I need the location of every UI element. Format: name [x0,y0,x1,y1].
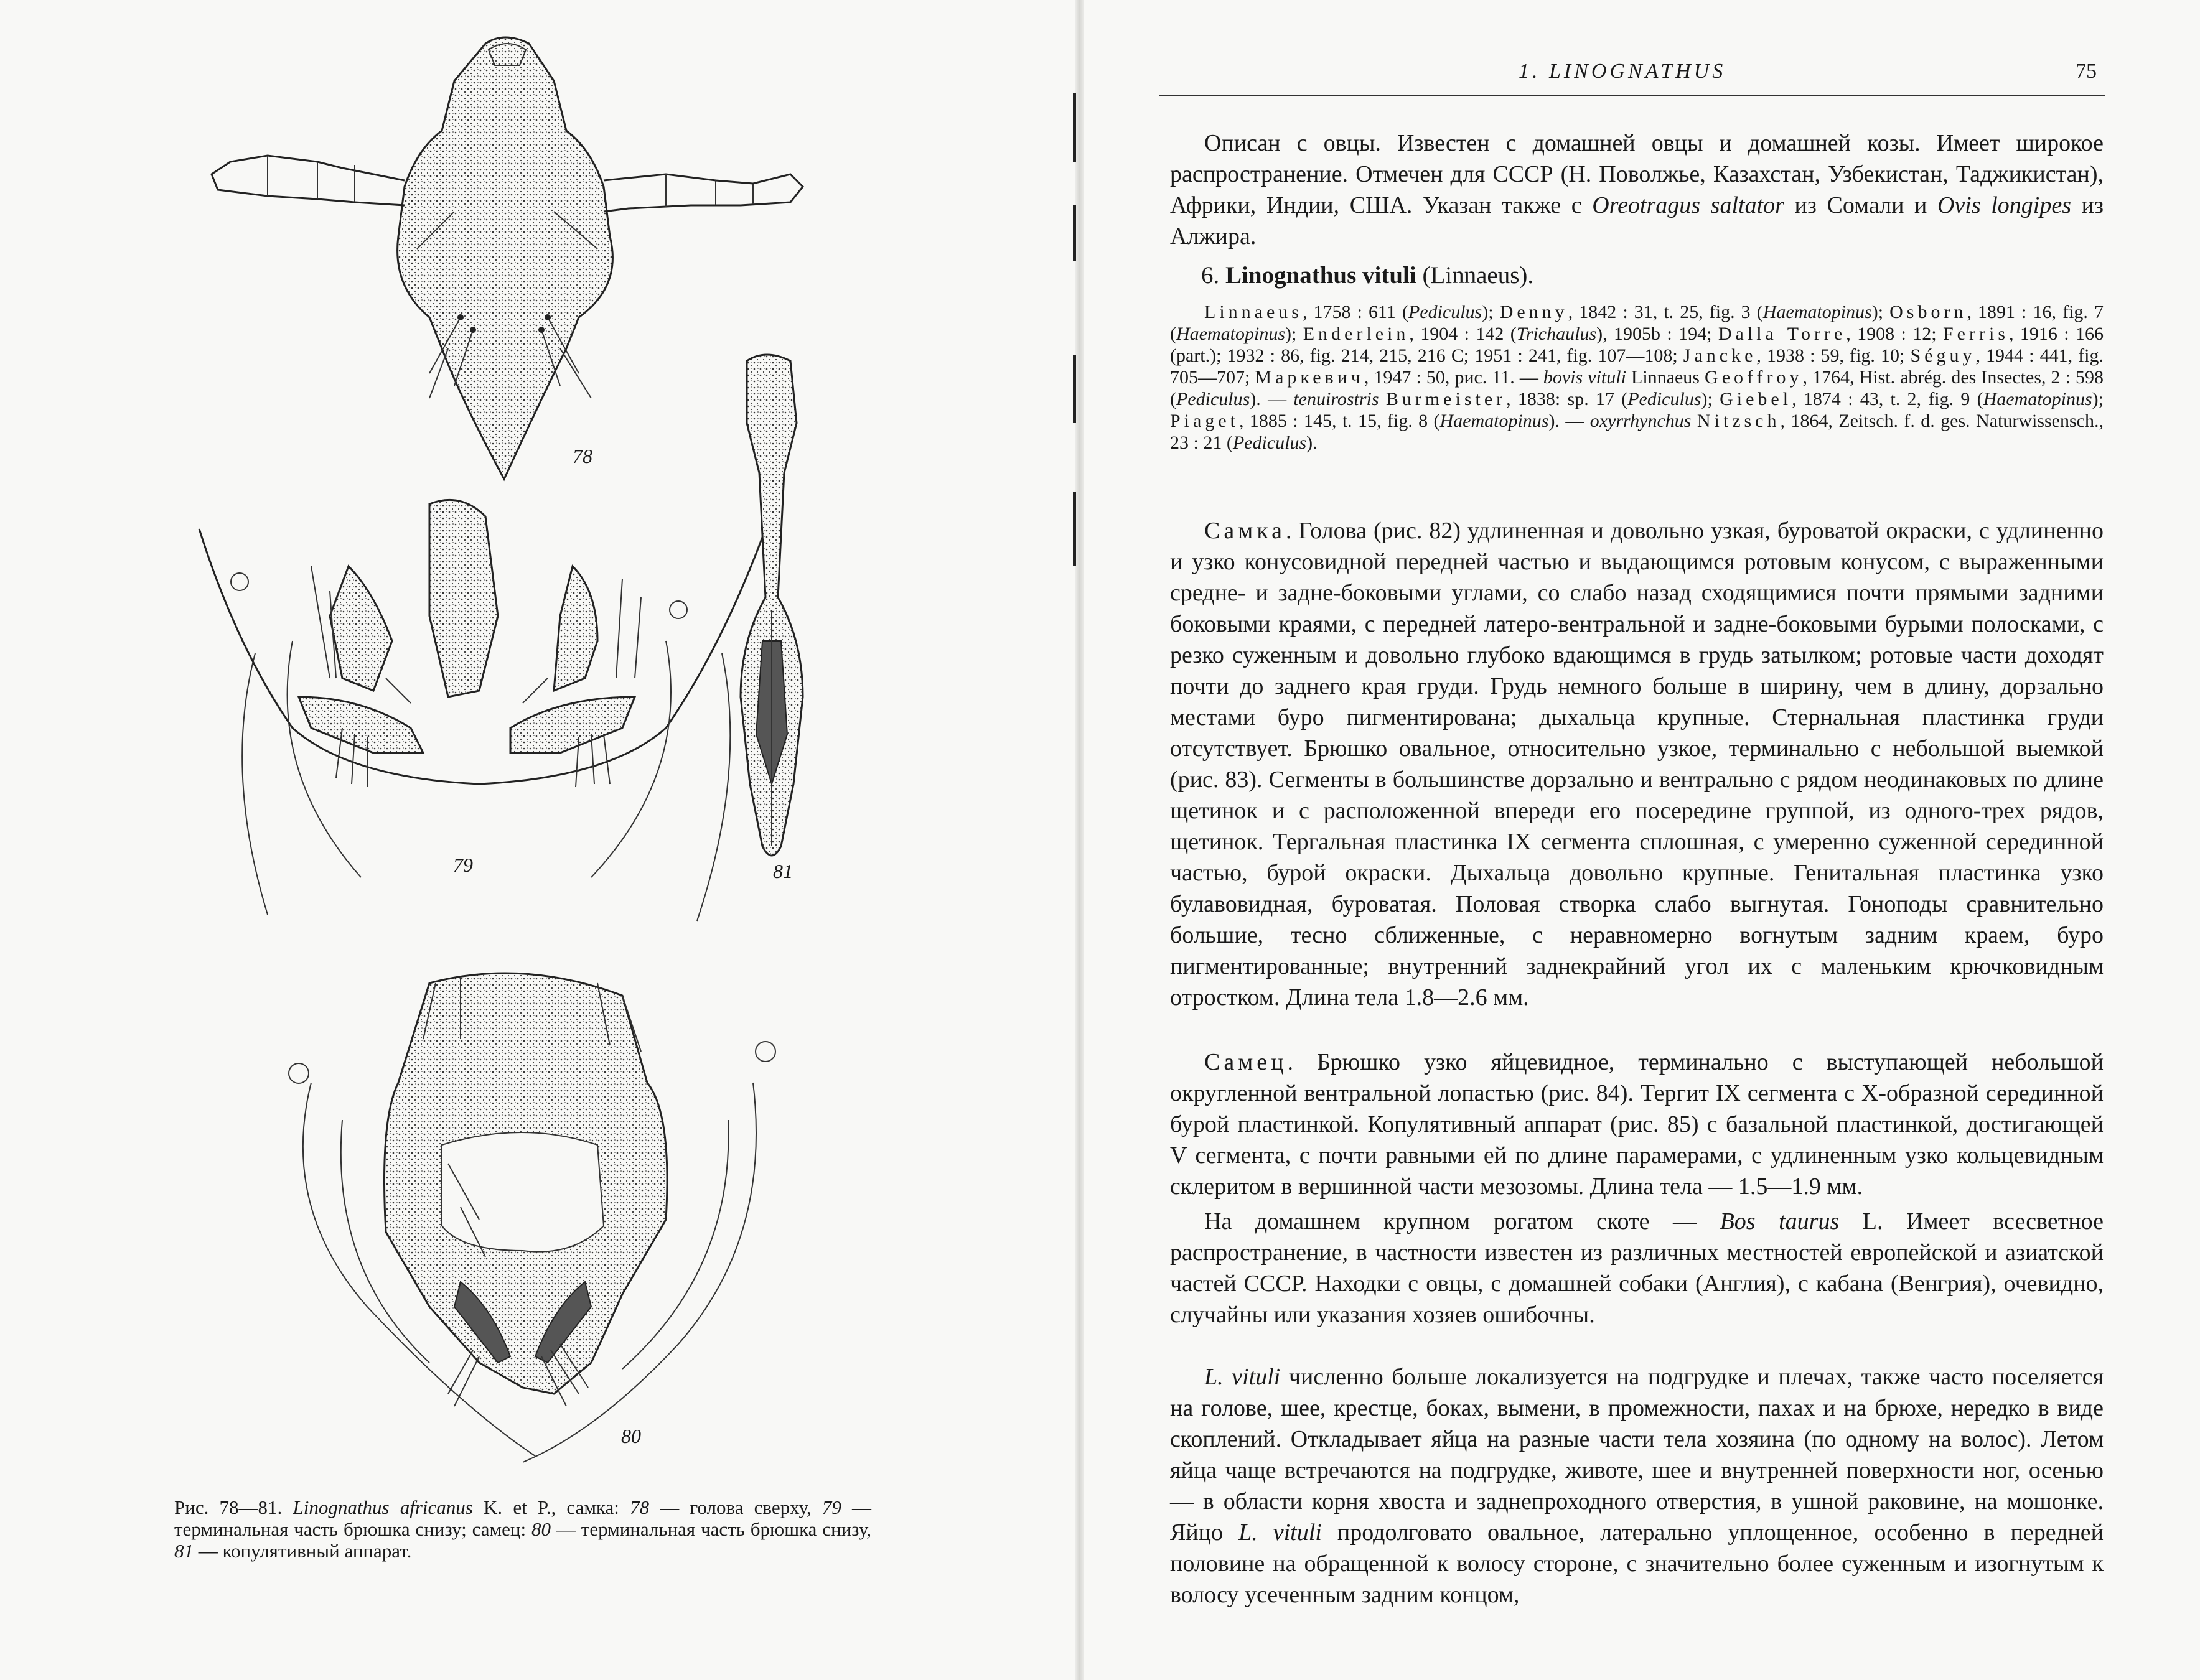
figure-caption: Рис. 78—81. Linognathus africanus K. et P., самка: 78 — голова сверху, 79 — терминальная часть брюшка снизу; самец: 80 — терминальная часть брюшка снизу, 81 — копулятивный аппарат. [174,1496,872,1562]
figure-number-81: 81 [773,860,793,882]
figure-number-80: 80 [621,1425,641,1447]
gutter-mark [1073,93,1076,162]
gutter-mark [1073,492,1076,566]
gutter-mark [1073,205,1076,261]
figure-81-copulatory-apparatus [728,348,815,871]
biology-paragraph: L. vituli численно больше локализуется на подгрудке и плечах, также часто поселяется на голове, шее, крестце, боках, вымени, в промежности, пахах и на брюхе, нередко в виде скоплений. Откладывает яйца на разные части тела хозяина (по одному на волос). Летом яйца чаще встречаются на подгрудке, животе, шее и внутренней поверхности ног, осенью — в области корня хвоста и заднепроходного отверстия, в ушной раковине, на мошонке. Яйцо L. vituli продолговато овальное, латерально уплощенное, особенно в передней половине на обращенной к волосу стороне, с значительно более суженным и изогнутым к волосу усеченным задним концом, [1170,1364,2104,1608]
header-rule [1159,95,2105,96]
right-antenna [604,174,803,212]
synonymy-block: Linnaeus, 1758 : 611 (Pediculus); Denny, 1842 : 31, t. 25, fig. 3 (Haematopinus); Osborn, 1891 : 16, fig. 7 (Haematopinus); Enderlein, 1904 : 142 (Trichaulus), 1905b : 194; Dalla Torre, 1908 : 12; Ferris, 1916 : 166 (part.); 1932 : 86, fig. 214, 215, 216 C; 1951 : 241, fig. 107—108; Jancke, 1938 : 59, fig. 10; Séguy, 1944 : 441, fig. 705—707; Маркевич, 1947 : 50, рис. 11. — bovis vituli Linnaeus Geoffroy, 1764, Hist. abrég. des Insectes, 2 : 598 (Pediculus). — tenuirostris Burmeister, 1838: sp. 17 (Pediculus); Giebel, 1874 : 43, t. 2, fig. 9 (Haematopinus); Piaget, 1885 : 145, t. 15, fig. 8 (Haematopinus). — oxyrrhynchus Nitzsch, 1864, Zeitsch. f. d. ges. Naturwissensch., 23 : 21 (Pediculus). [1170,302,2104,453]
male-abdomen-outline [289,973,775,1394]
figure-number-79: 79 [453,854,473,876]
abdomen-outline [199,500,765,784]
page-number: 75 [2076,60,2097,83]
left-antenna [212,156,405,205]
female-description: Самка. Голова (рис. 82) удлиненная и довольно узкая, буроватой окраски, с удлиненно и узко конусовидной передней частью и выдающимся ротовым конусом, с выраженными средне- и задне-боковыми углами, со слабо назад сходящимися почти прямыми задними боковыми краями, с передней латеро-вентральной и задне-боковыми бурыми полосками, с резко суженным и довольно глубоко вдающимся в грудь затылком; ротовые части доходят почти до заднего края груди. Грудь немного больше в ширину, чем в длину, дорзально местами буро пигментирована; дыхальца крупные. Стернальная пластинка груди отсутствует. Брюшко овальное, относительно узкое, терминально с небольшой выемкой (рис. 83). Сегменты в большинстве дорзально и вентрально с рядом неодинаковых по длине щетинок и с расположенной впереди его посередине группой, из одного-трех рядов, щетинок. Тергальная пластинка IX сегмента сплошная, с умеренно суженной серединной частью, бурой окраски. Дыхальца довольно крупные. Генитальная пластинка узко булавовидная, буроватая. Половая створка слабо выгнутая. Гоноподы сравнительно большие, тесно сближенные, с неравномерно вогнутым задним краем, буро пигментированные; внутренний заднекрайний угол их с маленьким крючковидным отростком. Длина тела 1.8—2.6 мм. [1170,518,2104,1010]
figure-number-78: 78 [573,445,592,467]
head-outline [398,37,613,479]
figure-80-male-abdomen [274,958,772,1468]
intro-paragraph: Описан с овцы. Известен с домашней овцы и домашней козы. Имеет широкое распространение. Отмечен для СССР (Н. Поволжье, Казахстан, Узбекистан, Таджикистан), Африки, Индии, США. Указан также с Oreotragus saltator из Сомали и Ovis longipes из Алжира. [1170,130,2104,250]
figure-79-female-abdomen [187,492,778,927]
apparatus-outline [741,355,803,856]
male-description: Самец. Брюшко узко яйцевидное, терминально с выступающей небольшой округленной вентральной лопастью (рис. 84). Тергит IX сегмента с X-образной серединной бурой пластинкой. Копулятивный аппарат (рис. 85) с базальной пластинкой, достигающей V сегмента, с почти равными ей по длине парамерами, с удлиненным узко кольцевидным склеритом в вершинной части мезозомы. Длина тела — 1.5—1.9 мм. [1170,1049,2104,1200]
host-paragraph: На домашнем крупном рогатом скоте — Bos taurus L. Имеет всесветное распространение, в частности известен из различных местностей европейской и азиатской частей СССР. Находки с овцы, с домашней собаки (Англия), с кабана (Венгрия), очевидно, случайны или указания хозяев ошибочны. [1170,1208,2104,1328]
figure-78-head [193,25,815,485]
gutter-mark [1073,355,1076,423]
species-heading: 6. Linognathus vituli (Linnaeus). [1201,262,1534,289]
running-head: 1. LINOGNATHUS [1519,60,1726,83]
